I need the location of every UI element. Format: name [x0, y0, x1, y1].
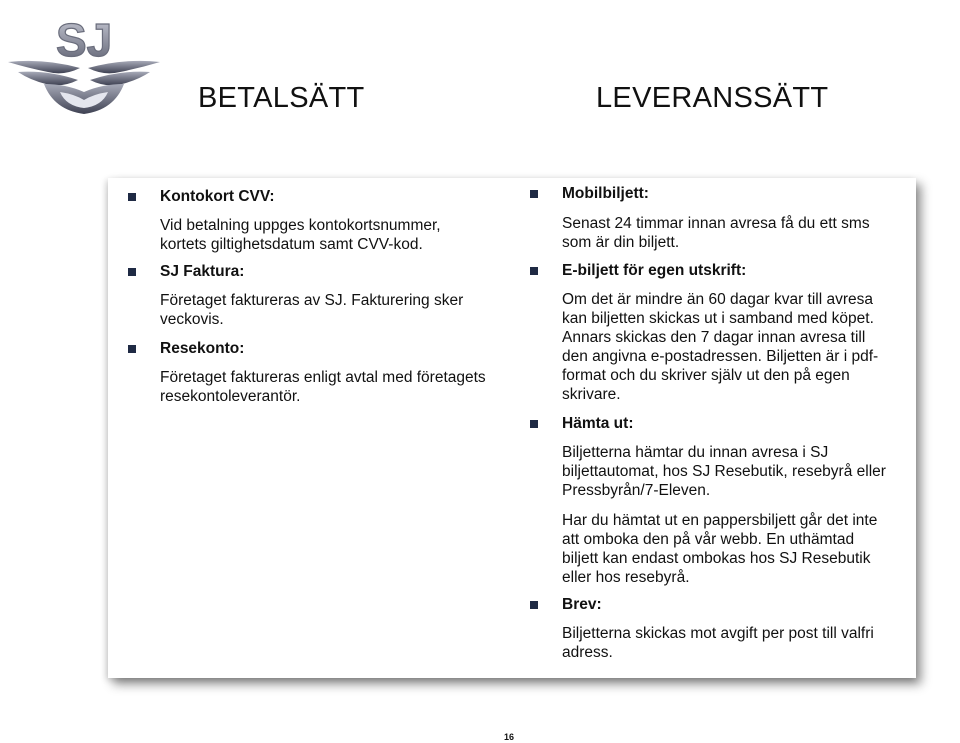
- item-title: Brev:: [562, 596, 602, 613]
- list-item: [524, 262, 906, 403]
- item-title: Resekonto:: [160, 340, 245, 357]
- list-item: [524, 185, 906, 251]
- content-panel: [108, 178, 916, 678]
- item-title: Hämta ut:: [562, 415, 634, 432]
- item-text: Företaget faktureras av SJ. Fakturering sker veckovis.: [160, 292, 464, 328]
- sj-logo: [4, 6, 164, 118]
- list-item: [524, 596, 906, 661]
- item-text: Företaget faktureras enligt avtal med företagets resekontoleverantör.: [160, 369, 486, 405]
- item-title: SJ Faktura:: [160, 263, 245, 280]
- item-title: Kontokort CVV:: [160, 188, 275, 205]
- list-item: [122, 340, 502, 405]
- square-bullet-icon: [530, 601, 538, 609]
- item-text: Biljetterna hämtar du innan avresa i SJ biljettautomat, hos SJ Resebutik, resebyrå eller Pressbyrån/7-Eleven.: [562, 444, 886, 499]
- item-title: E-biljett för egen utskrift:: [562, 262, 747, 279]
- square-bullet-icon: [530, 420, 538, 428]
- square-bullet-icon: [530, 267, 538, 275]
- logo-text: SJ: [56, 14, 113, 66]
- list-item: [122, 263, 502, 328]
- square-bullet-icon: [530, 190, 538, 198]
- page-number: 16: [504, 732, 515, 742]
- square-bullet-icon: [128, 193, 136, 201]
- square-bullet-icon: [128, 345, 136, 353]
- list-item: [524, 415, 906, 586]
- item-text: Biljetterna skickas mot avgift per post till valfri adress.: [562, 625, 874, 661]
- item-text: Vid betalning uppges kontokortsnummer, kortets giltighetsdatum samt CVV-kod.: [160, 217, 441, 253]
- delivery-methods-heading: LEVERANSSÄTT: [596, 82, 829, 114]
- payment-methods-heading: BETALSÄTT: [198, 82, 365, 114]
- square-bullet-icon: [128, 268, 136, 276]
- item-text-secondary: Har du hämtat ut en pappersbiljett går det inte att omboka den på vår webb. En uthämtad biljett kan endast ombokas hos SJ Resebutik eller hos resebyrå.: [562, 512, 878, 586]
- list-item: [122, 188, 502, 253]
- item-text: Senast 24 timmar innan avresa få du ett sms som är din biljett.: [562, 215, 870, 251]
- item-title: Mobilbiljett:: [562, 185, 649, 202]
- item-text: Om det är mindre än 60 dagar kvar till avresa kan biljetten skickas ut i samband med köpet. Annars skickas den 7 dagar innan avresa till den angivna e-postadressen. Biljetten är i pdf- format och du skriver själv ut den på egen skrivare.: [562, 291, 879, 403]
